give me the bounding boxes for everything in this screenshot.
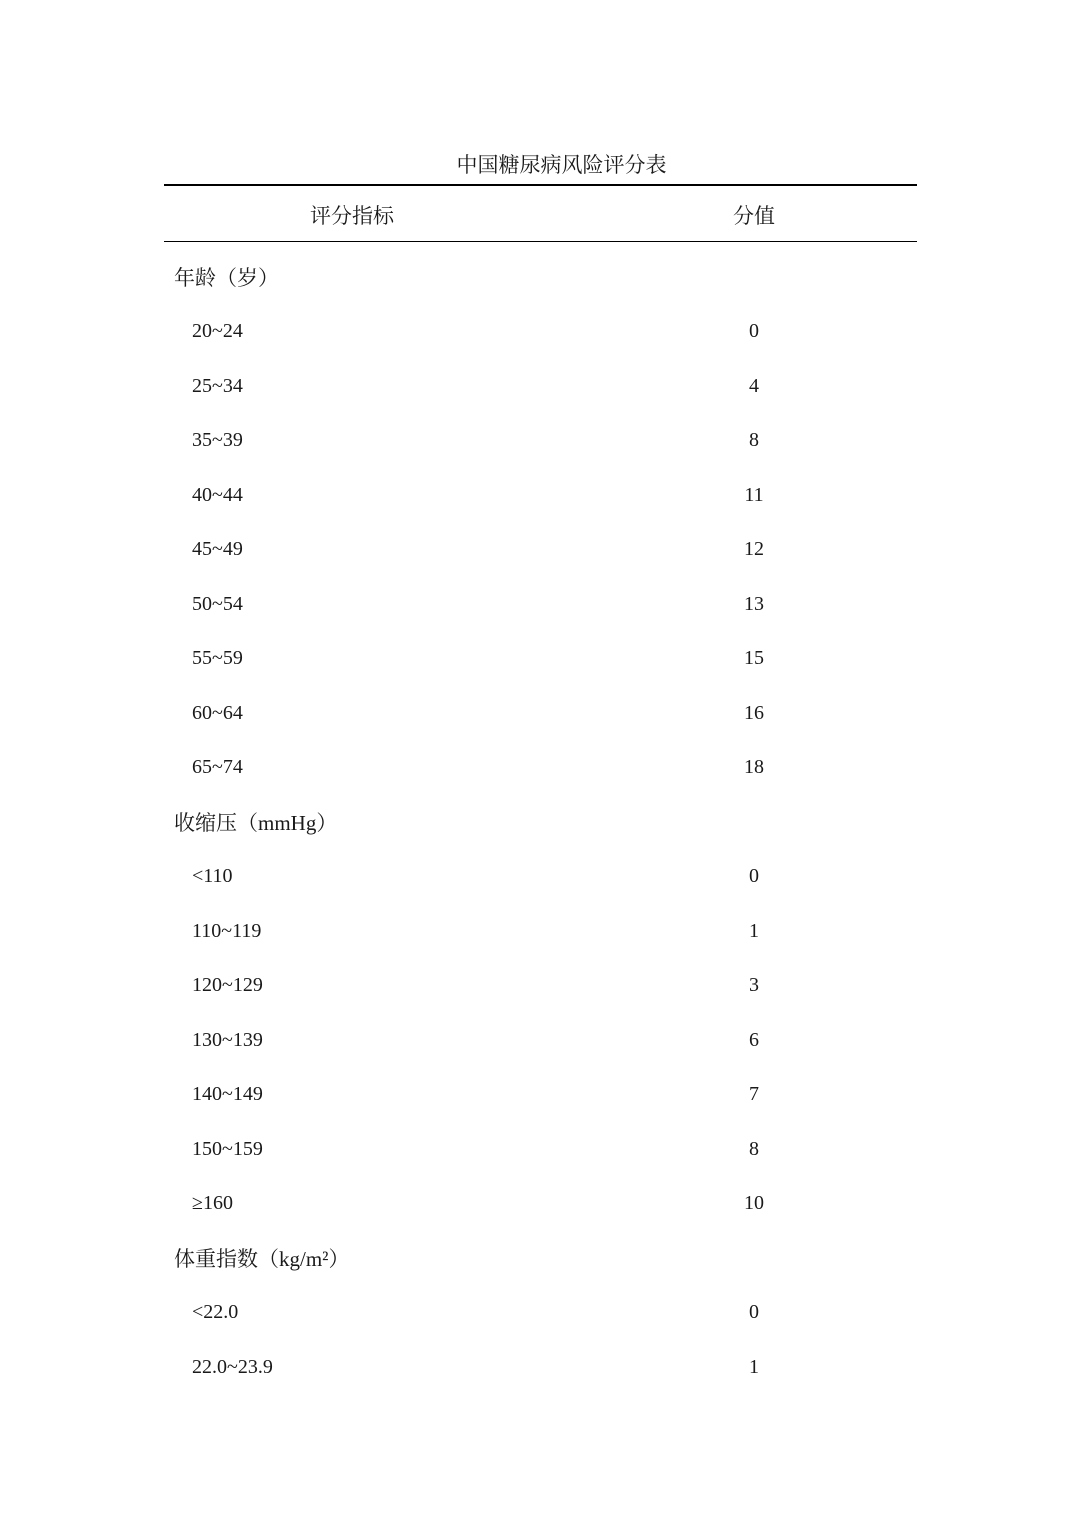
row-range: 120~129 [192, 974, 263, 997]
row-score: 0 [749, 1301, 759, 1324]
table-row [164, 359, 917, 414]
row-range: 110~119 [192, 919, 262, 942]
table-row [164, 959, 917, 1014]
row-range: 65~74 [192, 756, 243, 779]
table-title: 中国糖尿病风险评分表 [456, 153, 667, 177]
table-row [164, 1177, 917, 1232]
table-body [164, 250, 917, 1395]
row-score: 8 [749, 429, 759, 452]
row-score: 7 [749, 1083, 759, 1106]
row-score: 18 [744, 756, 764, 779]
row-range: 60~64 [192, 701, 243, 724]
table-row [164, 468, 917, 523]
table-row [164, 632, 917, 687]
row-range: 150~159 [192, 1137, 263, 1160]
row-range: 130~139 [192, 1028, 263, 1051]
group-row [164, 250, 917, 305]
row-score: 10 [744, 1192, 764, 1215]
row-range: 140~149 [192, 1083, 263, 1106]
table-row [164, 1340, 917, 1395]
group-label: 收缩压（mmHg） [174, 811, 338, 836]
row-range: 35~39 [192, 429, 243, 452]
row-score: 4 [749, 374, 759, 397]
table-row [164, 1122, 917, 1177]
table-row [164, 686, 917, 741]
table-row [164, 305, 917, 360]
group-label: 体重指数（kg/m²） [174, 1247, 350, 1272]
row-score: 16 [744, 701, 764, 724]
score-table [164, 148, 917, 1395]
row-score: 15 [744, 647, 764, 670]
group-row [164, 1231, 917, 1286]
row-score: 0 [749, 865, 759, 888]
row-score: 1 [749, 919, 759, 942]
row-score: 3 [749, 974, 759, 997]
row-score: 6 [749, 1028, 759, 1051]
row-score: 11 [744, 483, 764, 506]
table-header [164, 186, 917, 241]
table-row [164, 741, 917, 796]
table-row [164, 1013, 917, 1068]
row-range: 20~24 [192, 320, 243, 343]
row-range: ≥160 [192, 1192, 233, 1215]
row-score: 13 [744, 592, 764, 615]
table-row [164, 904, 917, 959]
table-row [164, 414, 917, 469]
row-range: 45~49 [192, 538, 243, 561]
row-score: 12 [744, 538, 764, 561]
group-label: 年龄（岁） [174, 266, 279, 291]
row-range: 40~44 [192, 483, 243, 506]
row-range: 25~34 [192, 374, 243, 397]
row-range: 55~59 [192, 647, 243, 670]
row-range: 22.0~23.9 [192, 1355, 273, 1378]
header-rule [164, 241, 917, 242]
group-row [164, 795, 917, 850]
row-score: 0 [749, 320, 759, 343]
table-row [164, 850, 917, 905]
row-score: 8 [749, 1137, 759, 1160]
row-score: 1 [749, 1355, 759, 1378]
table-row [164, 523, 917, 578]
header-score: 分值 [733, 203, 775, 228]
row-range: <110 [192, 865, 233, 888]
row-range: <22.0 [192, 1301, 239, 1324]
header-indicator: 评分指标 [310, 203, 394, 228]
table-row [164, 1068, 917, 1123]
table-row [164, 1286, 917, 1341]
table-row [164, 577, 917, 632]
row-range: 50~54 [192, 592, 243, 615]
